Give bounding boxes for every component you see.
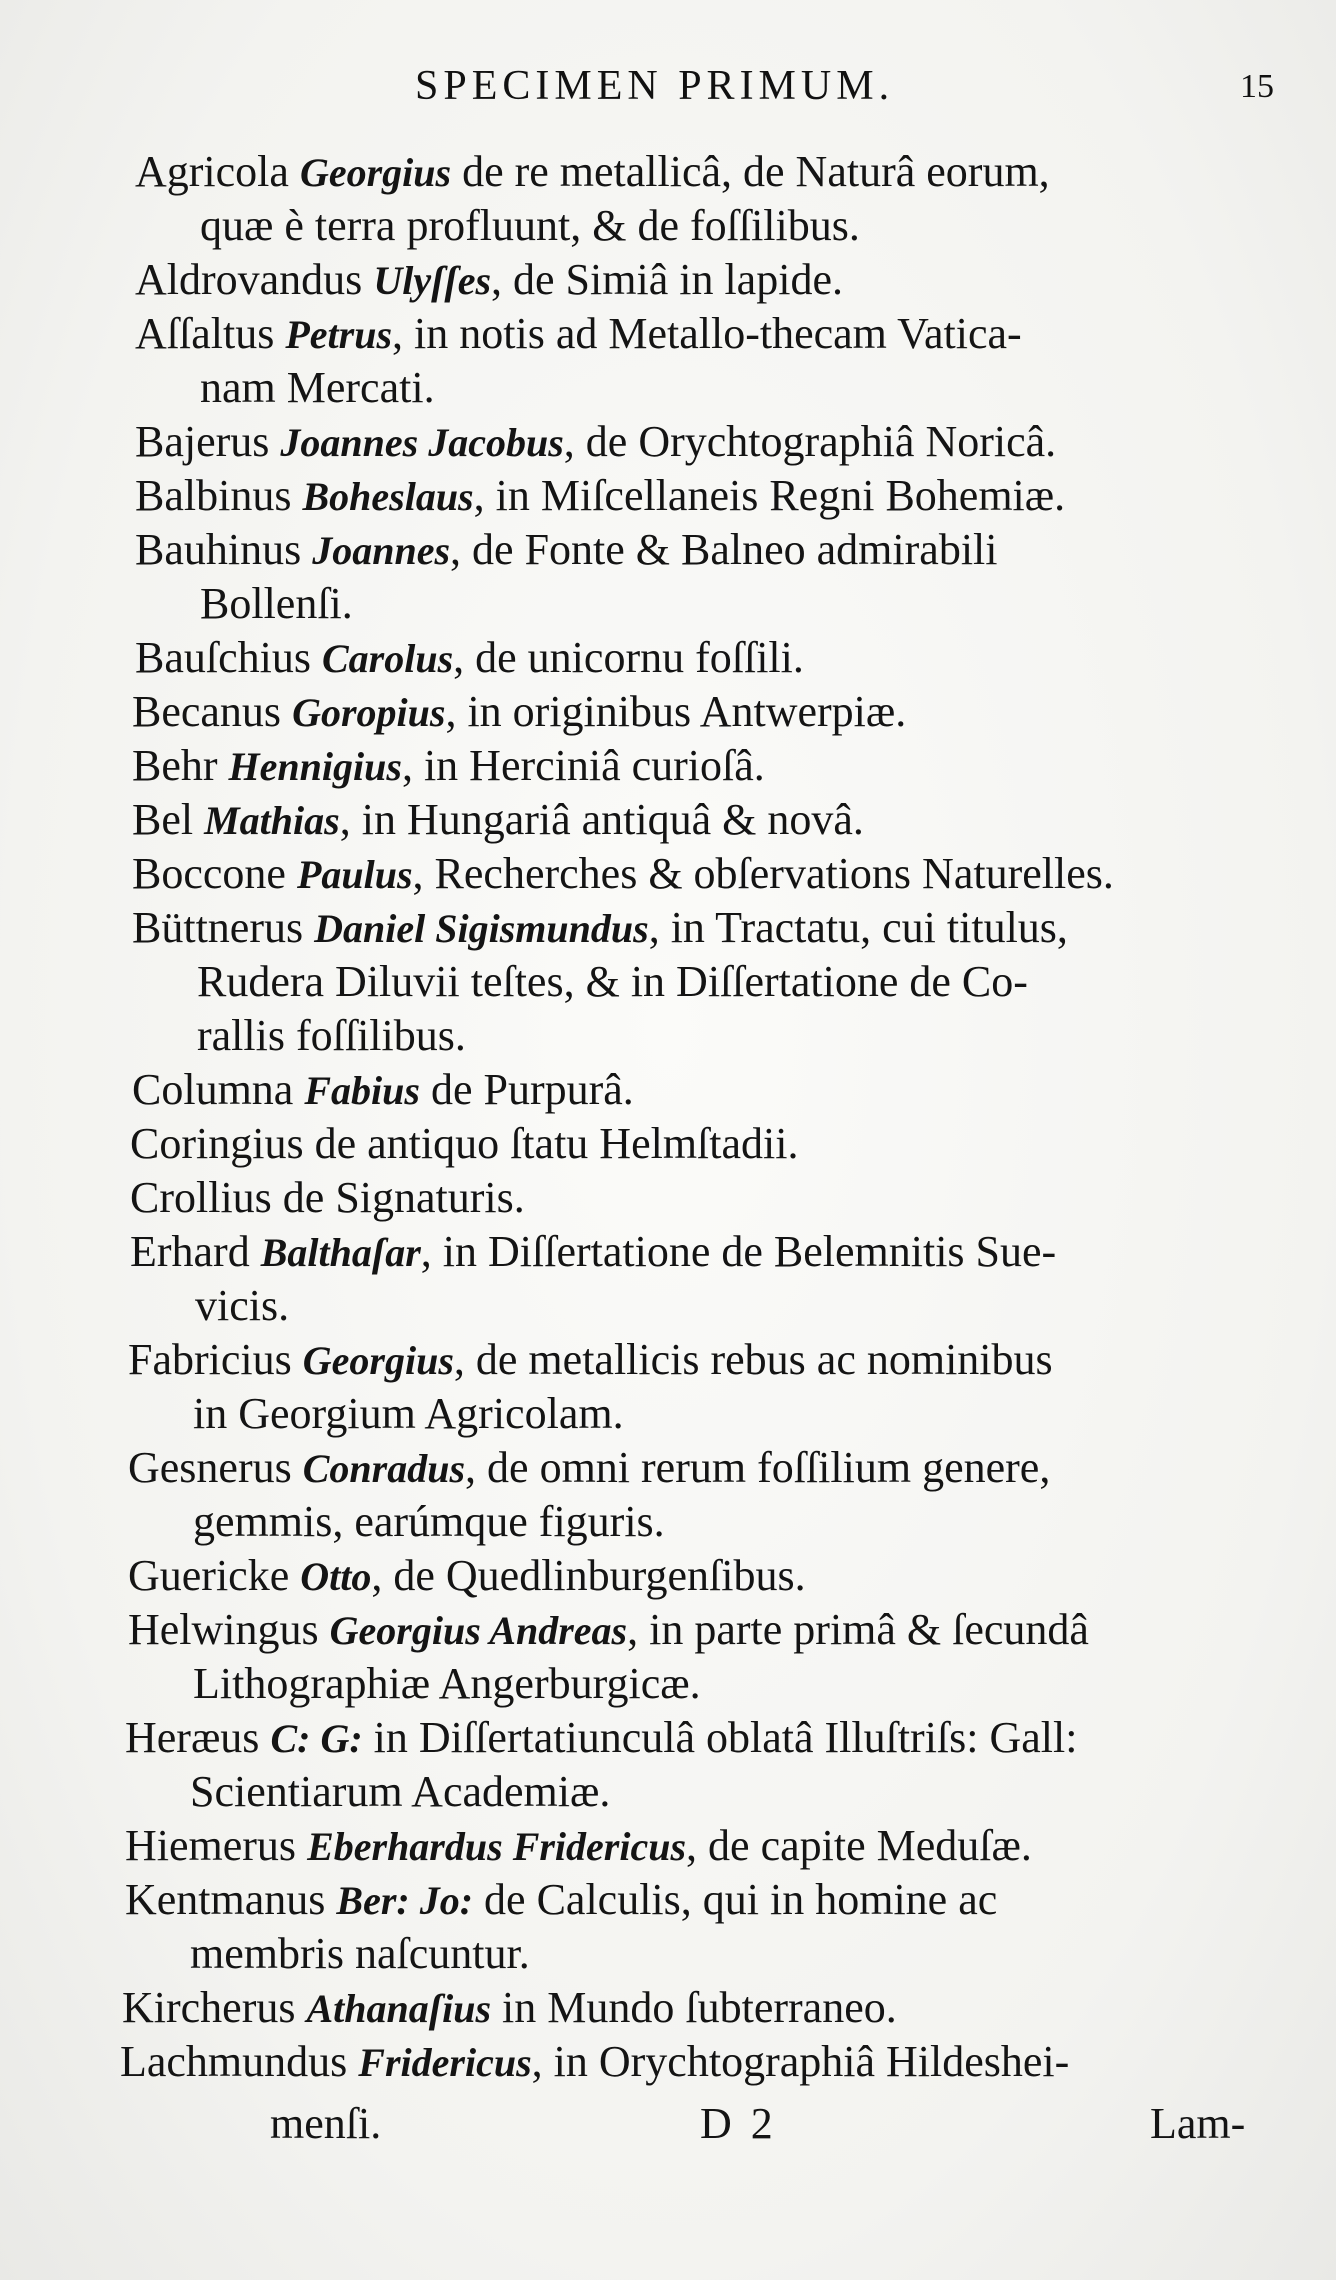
entry-author: Bauſchius — [135, 633, 311, 682]
bibliography-entry — [132, 1063, 634, 1118]
entry-given-name: Boheslaus — [302, 474, 474, 519]
bibliography-entry — [122, 1981, 897, 2036]
entry-title: , de capite Meduſæ. — [686, 1821, 1032, 1870]
entry-title: , in parte primâ & ſecundâ — [627, 1605, 1089, 1654]
entry-author: Bel — [132, 795, 194, 844]
page-number: 15 — [1240, 68, 1274, 105]
entry-author: Columna — [132, 1065, 294, 1114]
entry-continuation-line: menſi. — [270, 2099, 382, 2148]
entry-continuation-line: in Georgium Agricolam. — [193, 1389, 624, 1438]
entry-author: Heræus — [125, 1713, 260, 1762]
entry-continuation-line: nam Mercati. — [200, 363, 435, 412]
entry-author: Hiemerus — [125, 1821, 297, 1870]
entry-given-name: Hennigius — [228, 744, 402, 789]
entry-continuation-line: quæ è terra profluunt, & de foſſilibus. — [200, 201, 860, 250]
entry-given-name: Otto — [300, 1554, 372, 1599]
entry-given-name: Ulyſſes — [373, 258, 492, 303]
entry-title: , in Miſcellaneis Regni Bohemiæ. — [473, 471, 1066, 520]
bibliography-entry — [132, 901, 1068, 956]
entry-given-name: Fridericus — [358, 2040, 532, 2085]
entry-title: , de metallicis rebus ac nominibus — [453, 1335, 1053, 1384]
entry-given-name: Georgius — [299, 150, 452, 195]
entry-given-name: Mathias — [204, 798, 340, 843]
bibliography-entry — [132, 739, 765, 794]
bibliography-entry — [135, 253, 843, 308]
entry-title: , de Fonte & Balneo admirabili — [450, 525, 998, 574]
entry-given-name: Ber: Jo: — [336, 1878, 474, 1923]
bibliography-entry — [135, 145, 1050, 200]
entry-author: Aldrovandus — [135, 255, 363, 304]
entry-author: Büttnerus — [132, 903, 304, 952]
entry-continuation-line: membris naſcuntur. — [190, 1929, 530, 1978]
entry-author: Balbinus — [135, 471, 292, 520]
entry-given-name: Balthaſar — [260, 1230, 421, 1275]
entry-title: , in originibus Antwerpiæ. — [445, 687, 907, 736]
entry-title: , Recherches & obſervations Naturelles. — [412, 849, 1114, 898]
entry-given-name: C: G: — [270, 1716, 363, 1761]
entry-author: Agricola — [135, 147, 289, 196]
entry-title: de Purpurâ. — [419, 1065, 634, 1114]
bibliography-entry — [132, 793, 864, 848]
bibliography-entry — [135, 469, 1065, 524]
entry-title: de antiquo ſtatu Helmſtadii. — [303, 1119, 799, 1168]
bibliography-entry — [132, 685, 906, 740]
bibliography-entry — [125, 1711, 1077, 1766]
entry-author: Boccone — [132, 849, 286, 898]
entry-title: , in Herciniâ curioſâ. — [401, 741, 765, 790]
entry-continuation-line: Rudera Diluvii teſtes, & in Diſſertatione de Co- — [197, 957, 1028, 1006]
entry-title: , de Quedlinburgenſibus. — [371, 1551, 806, 1600]
entry-continuation-line: gemmis, earúmque figuris. — [193, 1497, 665, 1546]
entry-title: , in Diſſertatione de Belemnitis Sue- — [420, 1227, 1057, 1276]
entry-title: de re metallicâ, de Naturâ eorum, — [451, 147, 1050, 196]
entry-author: Erhard — [130, 1227, 250, 1276]
entry-author: Becanus — [132, 687, 282, 736]
bibliography-entry — [130, 1171, 525, 1225]
entry-author: Kircherus — [122, 1983, 296, 2032]
entry-author: Aſſaltus — [135, 309, 275, 358]
entry-given-name: Joannes Jacobus — [280, 420, 564, 465]
bibliography-entry — [135, 415, 1056, 470]
entry-title: , de Orychtographiâ Noricâ. — [563, 417, 1057, 466]
entry-given-name: Georgius Andreas — [329, 1608, 628, 1653]
entry-author: Kentmanus — [125, 1875, 326, 1924]
entry-author: Bauhinus — [135, 525, 302, 574]
bibliography-entry — [128, 1441, 1050, 1496]
entry-title: , in Hungariâ antiquâ & novâ. — [339, 795, 864, 844]
entry-title: de Calculis, qui in homine ac — [473, 1875, 998, 1924]
entry-given-name: Petrus — [285, 312, 393, 357]
entry-author: Crollius — [130, 1173, 272, 1222]
entry-continuation-line: vicis. — [195, 1281, 290, 1330]
entry-continuation-line: Bollenſi. — [200, 579, 353, 628]
entry-given-name: Joannes — [312, 528, 451, 573]
entry-author: Coringius — [130, 1119, 304, 1168]
entry-author: Behr — [132, 741, 218, 790]
entry-author: Gesnerus — [128, 1443, 292, 1492]
bibliography-entry — [135, 631, 804, 686]
entry-title: , de omni rerum foſſilium genere, — [465, 1443, 1051, 1492]
running-title: SPECIMEN PRIMUM. — [415, 63, 895, 109]
entry-given-name: Paulus — [296, 852, 413, 897]
entry-continuation-line: rallis foſſilibus. — [197, 1011, 466, 1060]
entry-title: in Mundo ſubterraneo. — [491, 1983, 897, 2032]
signature-mark: D 2 — [700, 2099, 777, 2148]
entry-title: in Diſſertatiunculâ oblatâ Illuſtriſs: Gall: — [362, 1713, 1078, 1762]
entry-continuation-line: Scientiarum Academiæ. — [190, 1767, 611, 1816]
entry-title: , in Tractatu, cui titulus, — [648, 903, 1068, 952]
bibliography-entry — [130, 1117, 798, 1171]
entry-title: de Signaturis. — [271, 1173, 525, 1222]
entry-given-name: Daniel Sigismundus — [314, 906, 649, 951]
entry-author: Fabricius — [128, 1335, 292, 1384]
entry-title: , de Simiâ in lapide. — [491, 255, 843, 304]
bibliography-entry — [128, 1603, 1089, 1658]
entry-given-name: Fabius — [304, 1068, 420, 1113]
entry-given-name: Eberhardus Fridericus — [307, 1824, 687, 1869]
entry-given-name: Carolus — [321, 636, 454, 681]
entry-given-name: Athanaſius — [306, 1986, 492, 2031]
bibliography-entry — [130, 1225, 1056, 1280]
entry-continuation-line: Lithographiæ Angerburgicæ. — [193, 1659, 701, 1708]
bibliography-entry — [135, 523, 998, 578]
catchword: Lam- — [1150, 2099, 1246, 2148]
entry-given-name: Conradus — [302, 1446, 466, 1491]
entry-author: Helwingus — [128, 1605, 319, 1654]
entry-title: , in notis ad Metallo-thecam Vatica- — [392, 309, 1022, 358]
bibliography-entry — [132, 847, 1114, 902]
entry-title: , de unicornu foſſili. — [453, 633, 804, 682]
entry-given-name: Georgius — [302, 1338, 454, 1383]
entry-given-name: Goropius — [292, 690, 446, 735]
bibliography-entry — [128, 1333, 1053, 1388]
bibliography-entry — [125, 1873, 997, 1928]
entry-author: Lachmundus — [120, 2037, 348, 2086]
running-header — [0, 62, 1336, 122]
bibliography-entry — [128, 1549, 806, 1604]
bibliography-entry — [125, 1819, 1032, 1874]
entry-title: , in Orychtographiâ Hildeshei- — [531, 2037, 1070, 2086]
entry-author: Bajerus — [135, 417, 270, 466]
entry-author: Guericke — [128, 1551, 290, 1600]
page-footer — [0, 2098, 1336, 2158]
bibliography-entry — [135, 307, 1022, 362]
bibliography-entry — [120, 2035, 1069, 2090]
